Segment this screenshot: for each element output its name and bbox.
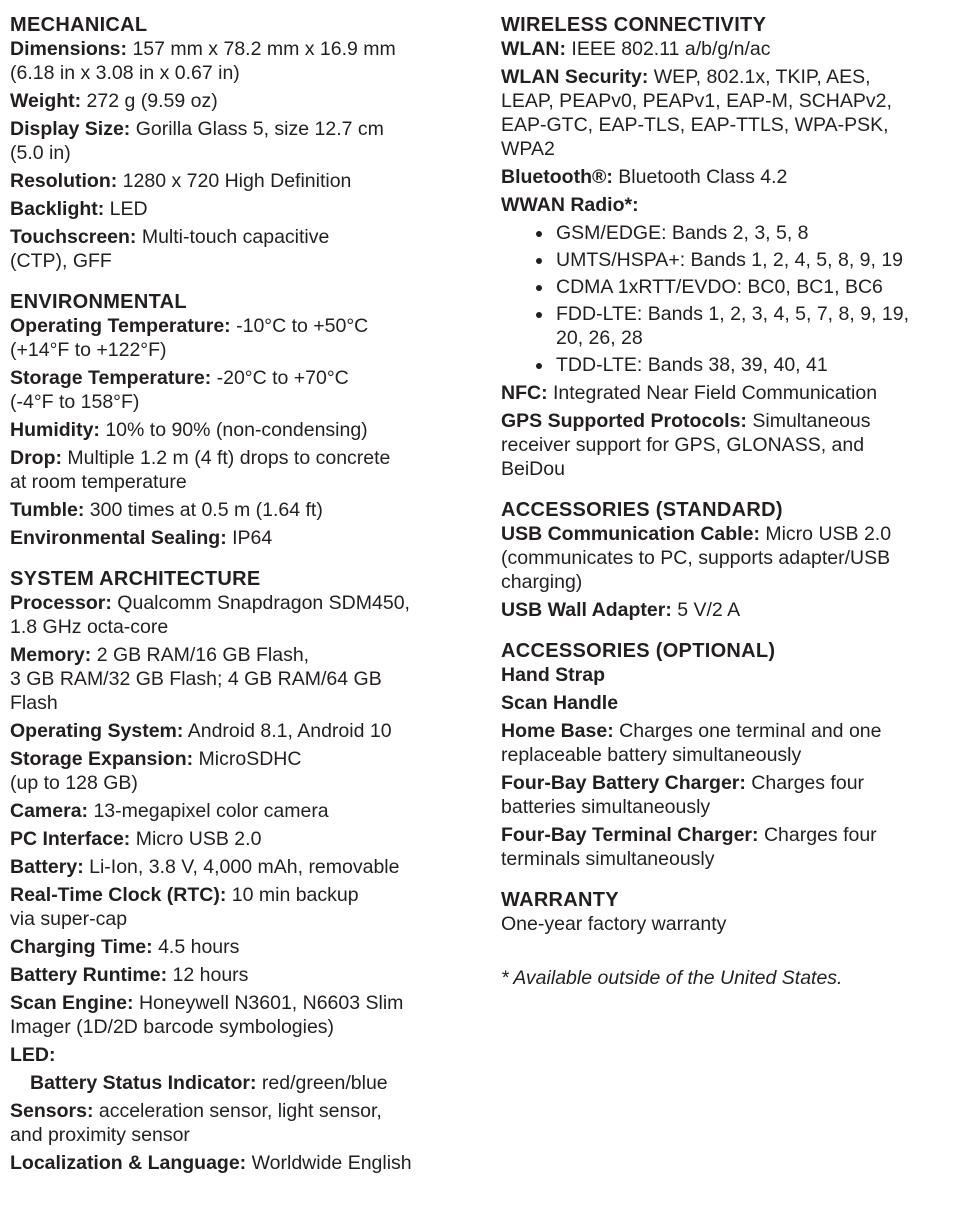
spec-label: Sensors:	[10, 1100, 94, 1122]
spec-item	[10, 37, 480, 85]
section-system-architecture	[10, 567, 480, 1175]
spec-value: Micro USB 2.0	[130, 828, 262, 850]
spec-item	[501, 522, 961, 594]
spec-label: NFC:	[501, 382, 548, 404]
spec-label: Memory:	[10, 644, 92, 666]
section-accessories-optional	[501, 639, 961, 871]
left-column	[10, 13, 480, 1192]
spec-item	[10, 1099, 480, 1147]
spec-label: LED:	[10, 1044, 56, 1066]
list-item: • FDD-LTE: Bands 1, 2, 3, 4, 5, 7, 8, 9, 19, 20, 26, 28	[554, 302, 961, 350]
spec-label: Storage Expansion:	[10, 748, 194, 770]
spec-value: IEEE 802.11 a/b/g/n/ac	[565, 38, 771, 60]
spec-value: Integrated Near Field Communication	[547, 382, 878, 404]
section-wireless-connectivity	[501, 13, 961, 481]
spec-value: Charges four terminals simultaneously	[501, 824, 877, 870]
section-environmental	[10, 290, 480, 550]
spec-label: Four-Bay Terminal Charger:	[501, 824, 759, 846]
spec-item	[10, 719, 480, 743]
spec-label: Camera:	[10, 800, 89, 822]
spec-label: Touchscreen:	[10, 226, 137, 248]
spec-label: Backlight:	[10, 198, 105, 220]
footnote: * Available outside of the United States.	[501, 967, 843, 989]
spec-value: Gorilla Glass 5, size 12.7 cm (5.0 in)	[10, 118, 384, 164]
spec-item	[10, 366, 480, 414]
spec-label: Display Size:	[10, 118, 131, 140]
spec-item	[10, 1043, 480, 1067]
spec-item	[501, 823, 961, 871]
right-column	[501, 13, 961, 1010]
list-item: • GSM/EDGE: Bands 2, 3, 5, 8	[554, 221, 961, 245]
spec-value: Honeywell N3601, N6603 Slim Imager (1D/2D barcode symbologies)	[10, 992, 404, 1038]
spec-label: Resolution:	[10, 170, 118, 192]
section-heading: WARRANTY	[501, 889, 619, 911]
spec-item	[501, 37, 961, 61]
spec-value: IP64	[226, 527, 273, 549]
section-accessories-standard	[501, 498, 961, 622]
spec-item	[501, 409, 961, 481]
spec-item	[10, 225, 480, 273]
wwan-bands-list	[501, 221, 961, 377]
spec-value: LED	[104, 198, 148, 220]
spec-value: Charges four batteries simultaneously	[501, 772, 865, 818]
spec-item	[10, 855, 480, 879]
spec-value: Qualcomm Snapdragon SDM450, 1.8 GHz octa-core	[10, 592, 410, 638]
spec-label: WLAN Security:	[501, 66, 649, 88]
spec-value: MicroSDHC (up to 128 GB)	[10, 748, 302, 794]
spec-item	[501, 771, 961, 819]
spec-value: Li-Ion, 3.8 V, 4,000 mAh, removable	[83, 856, 400, 878]
spec-value: 12 hours	[167, 964, 249, 986]
spec-label: Battery Runtime:	[10, 964, 168, 986]
spec-label: Tumble:	[10, 499, 85, 521]
spec-item	[10, 498, 480, 522]
spec-item	[501, 165, 961, 189]
spec-value: acceleration sensor, light sensor, and proximity sensor	[10, 1100, 382, 1146]
spec-value: 4.5 hours	[152, 936, 240, 958]
spec-value: -10°C to +50°C (+14°F to +122°F)	[10, 315, 369, 361]
section-heading: ACCESSORIES (OPTIONAL)	[501, 640, 776, 662]
spec-label: Operating System:	[10, 720, 184, 742]
spec-label: Operating Temperature:	[10, 315, 231, 337]
spec-item	[10, 799, 480, 823]
spec-item	[10, 883, 480, 931]
spec-item	[501, 719, 961, 767]
spec-item	[501, 912, 961, 936]
spec-label: Real-Time Clock (RTC):	[10, 884, 227, 906]
section-heading: ENVIRONMENTAL	[10, 291, 187, 313]
spec-label: WLAN:	[501, 38, 566, 60]
spec-label: Battery Status Indicator:	[30, 1072, 257, 1094]
spec-value: 10% to 90% (non-condensing)	[99, 419, 368, 441]
spec-item	[10, 935, 480, 959]
spec-label: WWAN Radio*:	[501, 194, 639, 216]
spec-label: GPS Supported Protocols:	[501, 410, 747, 432]
spec-label: Drop:	[10, 447, 62, 469]
spec-item	[501, 598, 961, 622]
spec-value: Micro USB 2.0 (communicates to PC, supports adapter/USB charging)	[501, 523, 892, 593]
spec-item	[10, 418, 480, 442]
spec-item	[10, 117, 480, 165]
list-item: • TDD-LTE: Bands 38, 39, 40, 41	[554, 353, 961, 377]
spec-value: 2 GB RAM/16 GB Flash, 3 GB RAM/32 GB Flash; 4 GB RAM/64 GB Flash	[10, 644, 382, 714]
spec-label: Humidity:	[10, 419, 100, 441]
spec-item	[10, 314, 480, 362]
section-mechanical	[10, 13, 480, 273]
spec-label: Bluetooth®:	[501, 166, 613, 188]
spec-item	[10, 526, 480, 550]
spec-value: Android 8.1, Android 10	[183, 720, 392, 742]
spec-label: Hand Strap	[501, 664, 606, 686]
spec-value: Multiple 1.2 m (4 ft) drops to concrete at room temperature	[10, 447, 391, 493]
spec-item	[10, 747, 480, 795]
spec-label: PC Interface:	[10, 828, 131, 850]
spec-label: Storage Temperature:	[10, 367, 212, 389]
spec-label: USB Communication Cable:	[501, 523, 760, 545]
section-heading: MECHANICAL	[10, 14, 148, 36]
spec-item	[10, 1071, 480, 1095]
spec-value: 5 V/2 A	[671, 599, 741, 621]
spec-item	[10, 963, 480, 987]
spec-label: Weight:	[10, 90, 82, 112]
spec-item	[10, 827, 480, 851]
spec-label: Scan Handle	[501, 692, 619, 714]
spec-label: Battery:	[10, 856, 84, 878]
spec-item	[501, 193, 961, 217]
spec-value: 13-megapixel color camera	[88, 800, 329, 822]
list-item: • CDMA 1xRTT/EVDO: BC0, BC1, BC6	[554, 275, 961, 299]
spec-item	[10, 197, 480, 221]
spec-value: -20°C to +70°C (-4°F to 158°F)	[10, 367, 349, 413]
spec-item	[10, 1151, 480, 1175]
spec-label: Home Base:	[501, 720, 614, 742]
section-warranty	[501, 888, 961, 936]
spec-value: Bluetooth Class 4.2	[612, 166, 788, 188]
list-item: • UMTS/HSPA+: Bands 1, 2, 4, 5, 8, 9, 19	[554, 248, 961, 272]
spec-value: WEP, 802.1x, TKIP, AES, LEAP, PEAPv0, PEAPv1, EAP-M, SCHAPv2, EAP-GTC, EAP-TLS, EAP-TTLS, WPA-PSK, WPA2	[501, 66, 892, 160]
spec-value: Worldwide English	[246, 1152, 412, 1174]
spec-item	[501, 381, 961, 405]
spec-item	[10, 643, 480, 715]
spec-label: Scan Engine:	[10, 992, 134, 1014]
spec-label: Processor:	[10, 592, 112, 614]
spec-label: Four-Bay Battery Charger:	[501, 772, 746, 794]
spec-item	[501, 663, 961, 687]
spec-item	[10, 169, 480, 193]
section-heading: WIRELESS CONNECTIVITY	[501, 14, 767, 36]
spec-value: Multi-touch capacitive (CTP), GFF	[10, 226, 330, 272]
spec-label: Environmental Sealing:	[10, 527, 227, 549]
spec-value: Simultaneous receiver support for GPS, GLONASS, and BeiDou	[501, 410, 871, 480]
spec-value: 300 times at 0.5 m (1.64 ft)	[84, 499, 323, 521]
spec-value: 1280 x 720 High Definition	[117, 170, 352, 192]
spec-label: USB Wall Adapter:	[501, 599, 672, 621]
spec-item	[501, 65, 961, 161]
spec-item	[501, 691, 961, 715]
spec-label: Dimensions:	[10, 38, 128, 60]
spec-value: 157 mm x 78.2 mm x 16.9 mm (6.18 in x 3.08 in x 0.67 in)	[10, 38, 396, 84]
spec-value: red/green/blue	[256, 1072, 388, 1094]
spec-item	[10, 591, 480, 639]
spec-item	[10, 446, 480, 494]
section-heading: ACCESSORIES (STANDARD)	[501, 499, 783, 521]
spec-label: Localization & Language:	[10, 1152, 247, 1174]
spec-label: Charging Time:	[10, 936, 153, 958]
spec-value: One-year factory warranty	[501, 913, 727, 935]
spec-item	[10, 89, 480, 113]
spec-value: Charges one terminal and one replaceable battery simultaneously	[501, 720, 882, 766]
spec-item	[10, 991, 480, 1039]
spec-value: 272 g (9.59 oz)	[81, 90, 218, 112]
section-heading: SYSTEM ARCHITECTURE	[10, 568, 261, 590]
spec-value: 10 min backup via super-cap	[10, 884, 359, 930]
